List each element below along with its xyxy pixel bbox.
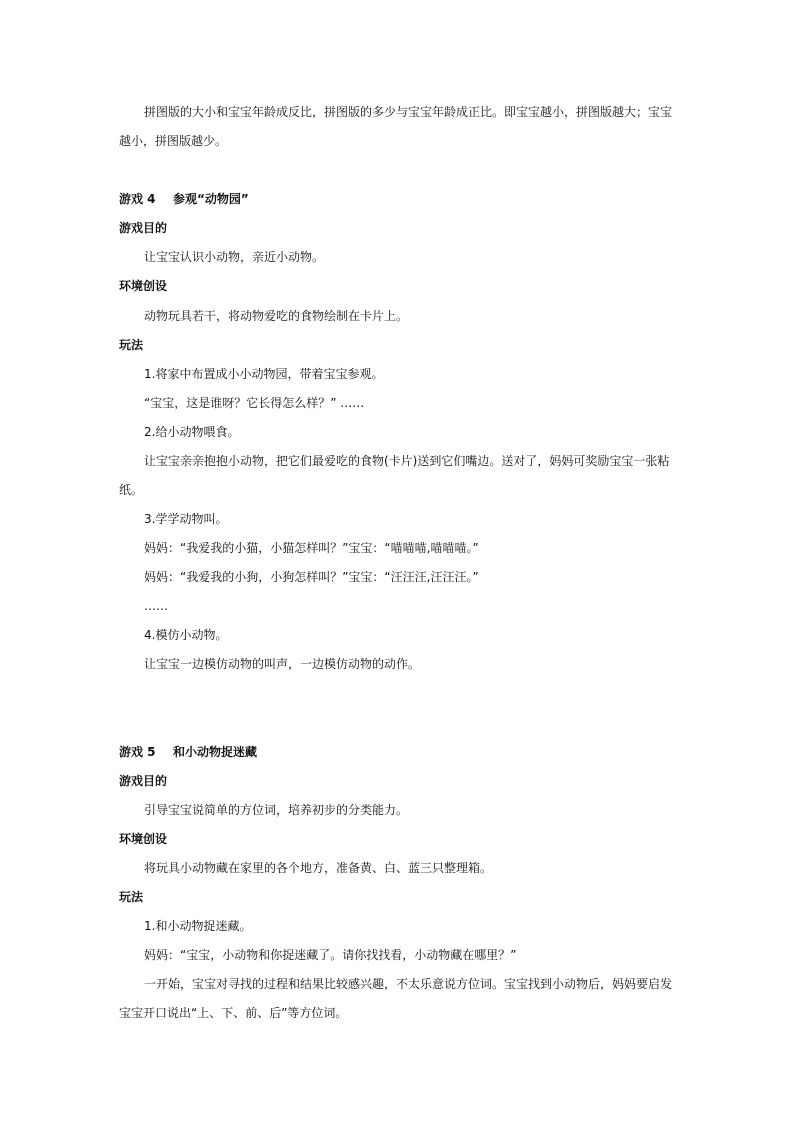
- game4-step: 妈妈：“我爱我的小狗，小狗怎样叫？”宝宝：“汪汪汪,汪汪汪。”: [144, 570, 479, 584]
- game5-goal: 引导宝宝说简单的方位词，培养初步的分类能力。: [144, 803, 409, 817]
- intro-line-2: 越小，拼图版越少。: [119, 134, 228, 148]
- game4-title: [119, 191, 679, 207]
- game4-setup: 动物玩具若干，将动物爱吃的食物绘制在卡片上。: [144, 309, 409, 323]
- intro-line-1: 拼图版的大小和宝宝年龄成反比，拼图版的多少与宝宝年龄成正比。即宝宝越小，拼图版越大；宝宝: [144, 105, 673, 119]
- game4-name: 参观“动物园”: [173, 192, 249, 206]
- game4-step: 让宝宝一边模仿动物的叫声，一边模仿动物的动作。: [144, 657, 421, 671]
- game5-setup-heading: 环境创设: [119, 832, 168, 846]
- game5-name: 和小动物捉迷藏: [173, 745, 258, 759]
- game4-step: “宝宝，这是谁呀？它长得怎么样？” ……: [144, 396, 365, 410]
- game5-title: [119, 744, 679, 760]
- game5-step: 宝宝开口说出“上、下、前、后”等方位词。: [119, 1006, 348, 1020]
- game4-step: 让宝宝亲亲抱抱小动物，把它们最爱吃的食物(卡片)送到它们嘴边。送对了，妈妈可奖励宝宝一张粘: [144, 454, 670, 468]
- game4-goal-heading: 游戏目的: [119, 221, 168, 235]
- game5-setup: 将玩具小动物藏在家里的各个地方，准备黄、白、蓝三只整理箱。: [144, 861, 493, 875]
- game4-play-heading: 玩法: [119, 338, 144, 352]
- game4-goal: 让宝宝认识小动物，亲近小动物。: [144, 250, 325, 264]
- game5-play-heading: 玩法: [119, 890, 144, 904]
- game4-step: ……: [144, 599, 168, 613]
- game4-number: 游戏 4: [119, 192, 156, 206]
- game4-step: 妈妈：“我爱我的小猫，小猫怎样叫？”宝宝：“喵喵喵,喵喵喵。”: [144, 541, 479, 555]
- game5-step: 一开始，宝宝对寻找的过程和结果比较感兴趣，不太乐意说方位词。宝宝找到小动物后，妈妈要启发: [144, 977, 673, 991]
- game5-step: 妈妈：“宝宝，小动物和你捉迷藏了。请你找找看，小动物藏在哪里？”: [144, 948, 517, 962]
- game5-goal-heading: 游戏目的: [119, 774, 168, 788]
- game4-step: 纸。: [119, 483, 144, 497]
- game4-step: 3.学学动物叫。: [144, 512, 228, 526]
- game5-step: 1.和小动物捉迷藏。: [144, 919, 252, 933]
- game4-step: 4.模仿小动物。: [144, 628, 228, 642]
- game4-step: 1.将家中布置成小小动物园，带着宝宝参观。: [144, 367, 384, 381]
- game5-number: 游戏 5: [119, 745, 156, 759]
- game4-setup-heading: 环境创设: [119, 279, 168, 293]
- game4-step: 2.给小动物喂食。: [144, 425, 240, 439]
